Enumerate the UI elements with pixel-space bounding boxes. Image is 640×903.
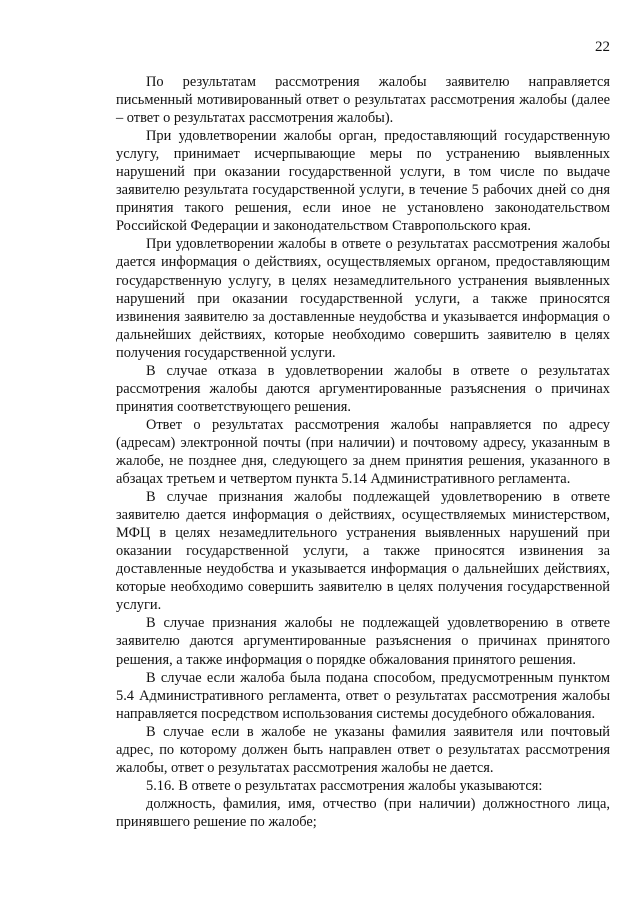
paragraph: В случае если жалоба была подана способом, предусмотренным пунктом 5.4 Административного регламента, ответ о результатах рассмотрения жалобы направляется посредством использования системы досудебного обжалования. [116,669,610,722]
paragraph: должность, фамилия, имя, отчество (при наличии) должностного лица, принявшего решение по жалобе; [116,795,610,830]
paragraph: В случае признания жалобы подлежащей удовлетворению в ответе заявителю дается информация о действиях, осуществляемых министерством, МФЦ в целях незамедлительного устранения выявленных нарушений при оказании государственной услуги, а также приносятся извинения за доставленные неудобства и указывается информация о дальнейших действиях, которые необходимо совершить заявителю в целях получения государственной услуги. [116,489,610,614]
paragraph: В случае если в жалобе не указаны фамилия заявителя или почтовый адрес, по которому должен быть направлен ответ о результатах рассмотрения жалобы, ответ о результатах рассмотрения жалобы не дается. [116,723,610,776]
paragraph: По результатам рассмотрения жалобы заявителю направляется письменный мотивированный ответ о результатах рассмотрения жалобы (далее – ответ о результатах рассмотрения жалобы). [116,74,610,127]
paragraph: В случае отказа в удовлетворении жалобы в ответе о результатах рассмотрения жалобы даются аргументированные разъяснения о причинах принятия соответствующего решения. [116,362,610,415]
page-number: 22 [595,39,610,55]
paragraph: 5.16. В ответе о результатах рассмотрения жалобы указываются: [146,777,543,794]
paragraph: При удовлетворении жалобы орган, предоставляющий государственную услугу, принимает исчерпывающие меры по устранению выявленных нарушений при оказании государственной услуги, в том числе по выдаче заявителю результата государственной услуги, в течение 5 рабочих дней со дня принятия такого решения, если иное не установлено законодательством Российской Федерации и законодательством Ставропольского края. [116,128,610,235]
paragraph: В случае признания жалобы не подлежащей удовлетворению в ответе заявителю даются аргументированные разъяснения о причинах принятого решения, а также информация о порядке обжалования принятого решения. [116,615,610,668]
paragraph: При удовлетворении жалобы в ответе о результатах рассмотрения жалобы дается информация о действиях, осуществляемых органом, предоставляющим государственную услугу, в целях незамедлительного устранения выявленных нарушений при оказании государственной услуги, а также приносятся извинения заявителю за доставленные неудобства и указывается информация о дальнейших действиях, которые необходимо совершить заявителю в целях получения государственной услуги. [116,236,610,361]
document-body [116,73,610,831]
paragraph: Ответ о результатах рассмотрения жалобы направляется по адресу (адресам) электронной почты (при наличии) и почтовому адресу, указанным в жалобе, не позднее дня, следующего за днем принятия решения, указанного в абзацах третьем и четвертом пункта 5.14 Административного регламента. [116,416,610,488]
